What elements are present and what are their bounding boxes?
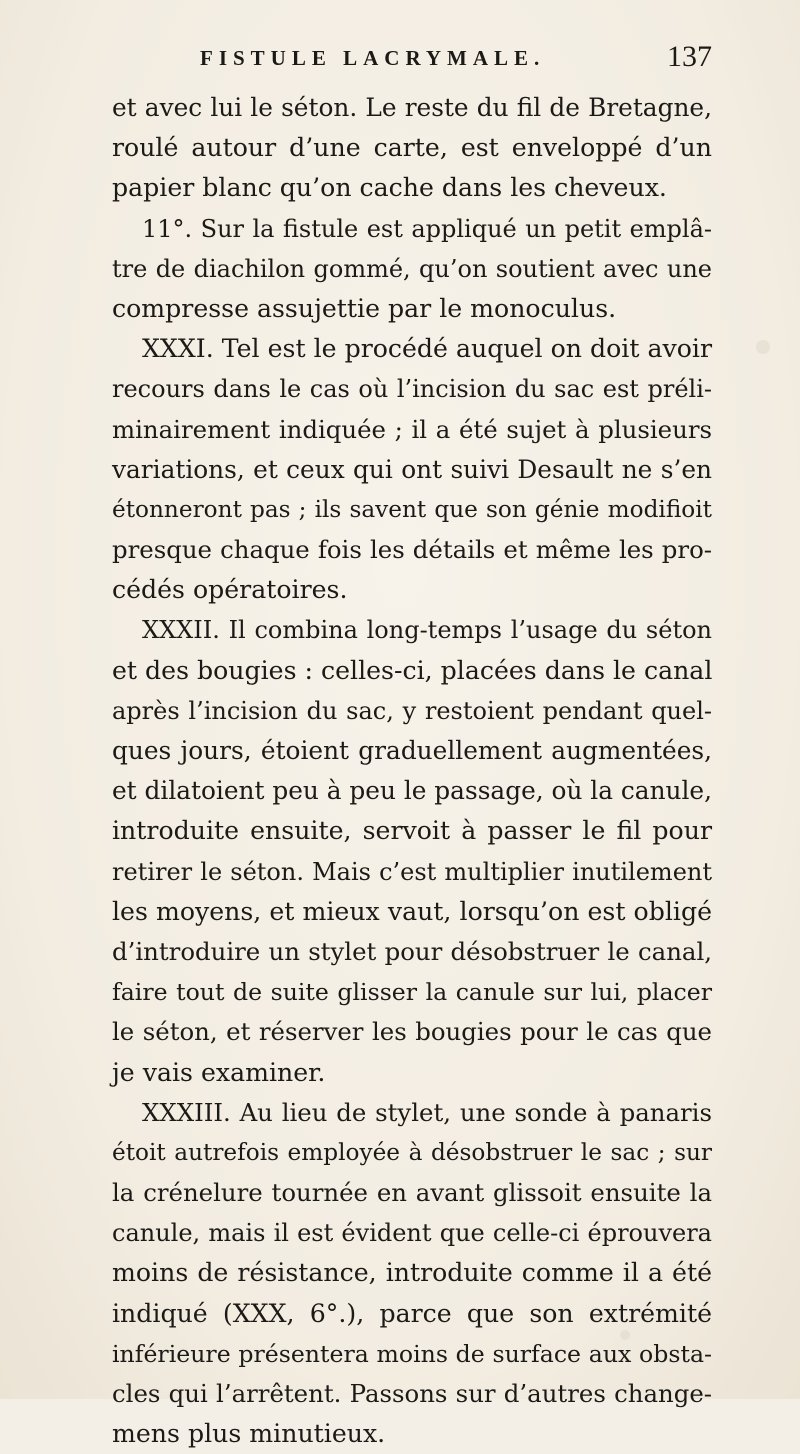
text-line: et des bougies : celles-ci, placées dans le canal (112, 655, 713, 685)
text-line: et avec lui le séton. Le reste du fil de Bretagne, (112, 93, 712, 122)
text-line: 11°. Sur la fistule est appliqué un petit emplâ- (142, 214, 712, 243)
body-text (112, 88, 712, 1454)
text-line: inférieure présentera moins de surface aux obsta- (112, 1339, 712, 1368)
text-line: cédés opératoires. (112, 575, 348, 605)
page-header (112, 40, 712, 80)
text-line: ques jours, étoient graduellement augmentées, (112, 736, 712, 765)
text-line: XXXI. Tel est le procédé auquel on doit avoir (142, 334, 712, 364)
text-line: compresse assujettie par le monoculus. (112, 293, 617, 323)
page-number: 137 (667, 40, 712, 73)
text-line: canule, mais il est évident que celle-ci éprouvera (112, 1219, 712, 1248)
text-line: je vais examiner. (112, 1057, 326, 1087)
text-line: le séton, et réserver les bougies pour le cas que (112, 1017, 712, 1047)
running-title: FISTULE LACRYMALE. (200, 46, 546, 70)
text-line: faire tout de suite glisser la canule sur lui, placer (112, 978, 712, 1007)
text-line: recours dans le cas où l’incision du sac est préli- (112, 375, 712, 404)
text-line: papier blanc qu’on cache dans les cheveux. (112, 173, 667, 203)
text-line: XXXIII. Au lieu de stylet, une sonde à panaris (142, 1097, 712, 1127)
text-line: indiqué (XXX, 6°.), parce que son extrémité (112, 1298, 712, 1328)
text-line: variations, et ceux qui ont suivi Desault ne s’en (112, 454, 712, 484)
text-line: étoit autrefois employée à désobstruer le sac ; sur (112, 1138, 712, 1166)
text-line: presque chaque fois les détails et même les pro- (112, 535, 712, 565)
text-line: moins de résistance, introduite comme il a été (112, 1258, 712, 1288)
text-line: après l’incision du sac, y restoient pendant quel- (112, 696, 712, 725)
text-line: cles qui l’arrêtent. Passons sur d’autres change- (112, 1379, 712, 1408)
text-line: introduite ensuite, servoit à passer le fil pour (112, 816, 712, 846)
text-line: roulé autour d’une carte, est enveloppé d’un (112, 133, 712, 163)
text-line: tre de diachilon gommé, qu’on soutient avec une (112, 254, 712, 283)
text-line: étonneront pas ; ils savent que son génie modifioit (112, 495, 712, 523)
text-line: retirer le séton. Mais c’est multiplier inutilement (112, 857, 712, 886)
text-line: minairement indiquée ; il a été sujet à plusieurs (112, 414, 712, 444)
text-line: mens plus minutieux. (112, 1419, 386, 1449)
text-line: les moyens, et mieux vaut, lorsqu’on est obligé (112, 896, 712, 926)
text-line: la crénelure tournée en avant glissoit ensuite la (112, 1178, 712, 1208)
paper-stain (756, 340, 770, 354)
text-line: XXXII. Il combina long-temps l’usage du séton (142, 616, 712, 645)
text-line: et dilatoient peu à peu le passage, où la canule, (112, 776, 712, 806)
text-line: d’introduire un stylet pour désobstruer le canal, (112, 936, 712, 966)
